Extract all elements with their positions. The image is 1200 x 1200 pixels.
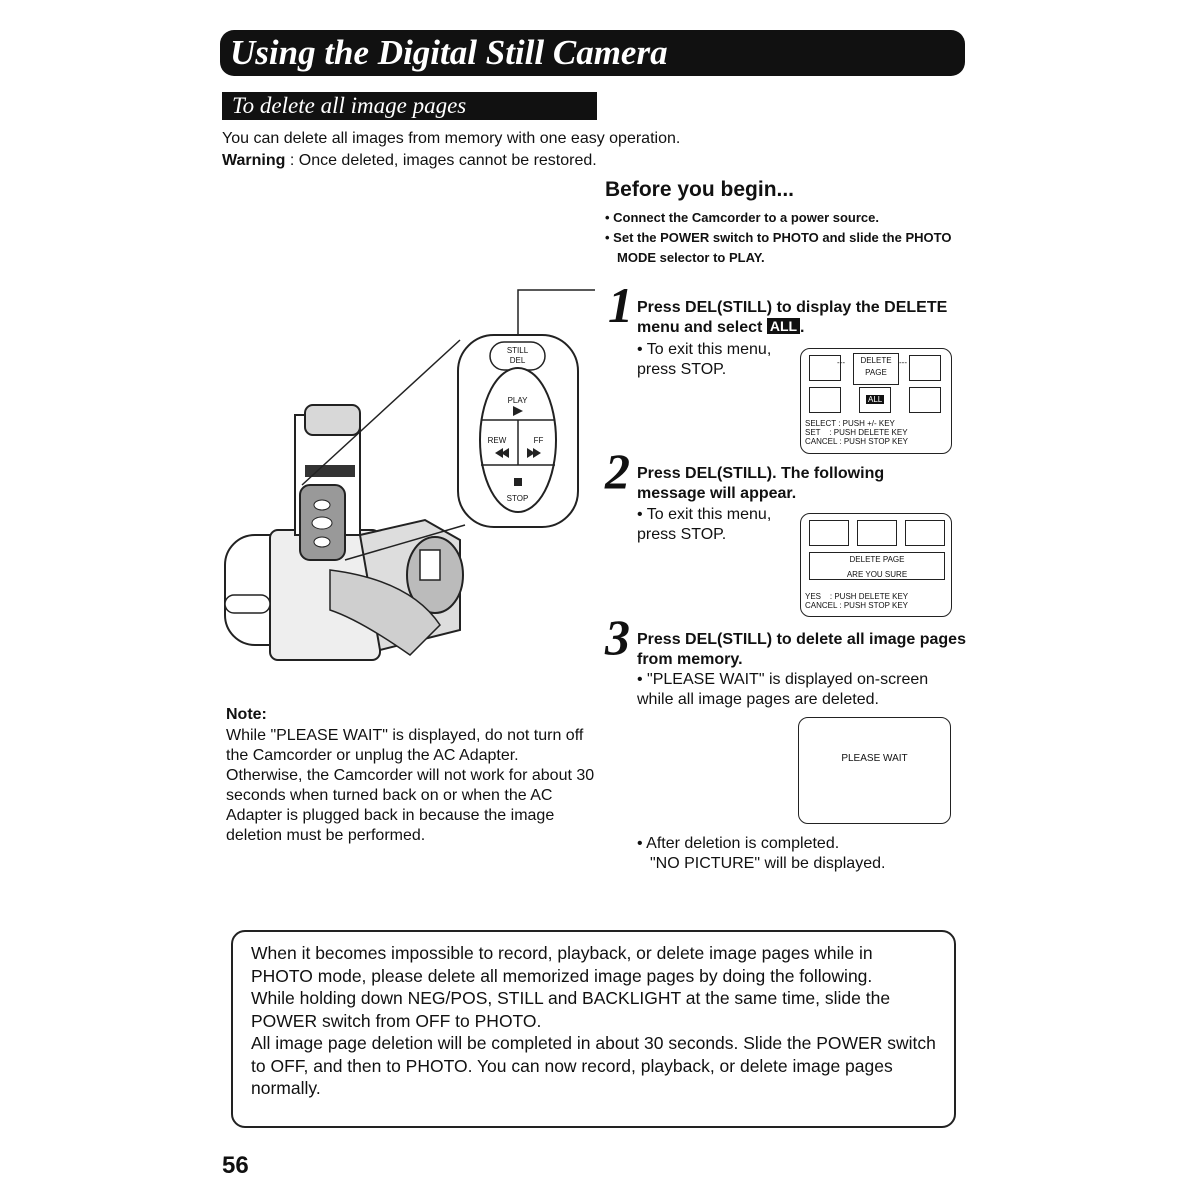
step-3-bullet: • "PLEASE WAIT" is displayed on-screen while all image pages are deleted. [637,671,929,708]
warning-line [222,150,922,172]
step-2-bullet: • To exit this menu, press STOP. [637,506,772,543]
screen-line: SELECT : PUSH +/- KEY [805,419,895,428]
reset-paragraph-1: When it becomes impossible to record, playback, or delete image pages while in PHOTO mode, please delete all memorized image pages by doing the following. [251,943,873,986]
page-number: 56 [222,1152,249,1179]
confirm-cell [809,552,945,580]
thumb-cell [909,355,941,381]
section-title: To delete all image pages [222,92,597,120]
screen-line: CANCEL : PUSH STOP KEY [805,601,908,610]
rew-label: REW [487,436,507,445]
reset-paragraph-3: All image page deletion will be completed in about 30 seconds. Slide the POWER switch to OFF, and then to PHOTO. You can now record, playback, or delete image pages normally. [251,1033,936,1098]
thumb-cell [905,520,945,546]
screen-line: CANCEL : PUSH STOP KEY [805,437,908,446]
confirm-line-1: DELETE PAGE [849,555,905,564]
intro [222,128,922,172]
step-3-number: 3 [605,609,630,665]
step-2-screen [800,513,952,617]
page-label: PAGE [865,368,887,377]
page-title: Using the Digital Still Camera [220,30,965,76]
before-item: • Connect the Camcorder to a power source. [605,210,879,225]
delete-label: DELETE [860,356,892,365]
ff-label: FF [533,436,544,445]
dashes-left: --- [837,358,845,367]
step-1-text [637,298,957,338]
all-highlight: ALL [767,318,800,334]
step-1-number: 1 [608,277,633,333]
play-label: PLAY [507,396,528,405]
stop-label: STOP [506,494,529,503]
dashes-right: --- [899,358,907,367]
intro-line: You can delete all images from memory with one easy operation. [222,130,681,147]
reset-paragraph-2: While holding down NEG/POS, STILL and BACKLIGHT at the same time, slide the POWER switch from OFF to PHOTO. [251,988,891,1031]
confirm-line-2: ARE YOU SURE [846,570,908,579]
step-1-text-main: Press DEL(STILL) to display the DELETE menu and select [637,299,948,336]
thumb-cell [857,520,897,546]
thumb-cell [809,520,849,546]
step-1-bullet: • To exit this menu, press STOP. [637,341,772,378]
step-2-text: Press DEL(STILL). The following message will appear. [637,465,885,502]
thumb-cell [909,387,941,413]
all-label: ALL [868,395,883,404]
step-1-screen [800,348,952,454]
before-list [605,208,965,268]
before-item: • Set the POWER switch to PHOTO and slide the PHOTO MODE selector to PLAY. [605,230,952,265]
screen-line: YES : PUSH DELETE KEY [805,592,909,601]
delete-page-cell [853,353,899,385]
please-wait-message: PLEASE WAIT [841,753,908,764]
step-1-text-end: . [800,319,805,336]
note-title: Note: [226,706,267,723]
warning-text: : Once deleted, images cannot be restored. [285,152,597,169]
thumb-cell [809,387,841,413]
all-cell [859,387,891,413]
warning-label: Warning [222,152,286,169]
reset-instructions-box [231,930,956,1128]
camcorder-illustration [210,280,610,680]
step-3-screen [798,717,951,824]
before-title: Before you begin... [605,178,795,201]
step-3-after-2: "NO PICTURE" will be displayed. [650,855,886,872]
step-3-after-1: • After deletion is completed. [637,835,840,852]
screen-line: SET : PUSH DELETE KEY [805,428,908,437]
note-text: While "PLEASE WAIT" is displayed, do not turn off the Camcorder or unplug the AC Adapter. Otherwise, the Camcorder will not work for about 30 seconds when turned back on or when the AC Adapter is plugged back in because the image deletion must be performed. [226,727,595,844]
step-2-number: 2 [605,443,630,499]
still-label: STILL [506,346,529,355]
del-label: DEL [509,356,526,365]
step-3-text: Press DEL(STILL) to delete all image pages from memory. [637,631,966,668]
